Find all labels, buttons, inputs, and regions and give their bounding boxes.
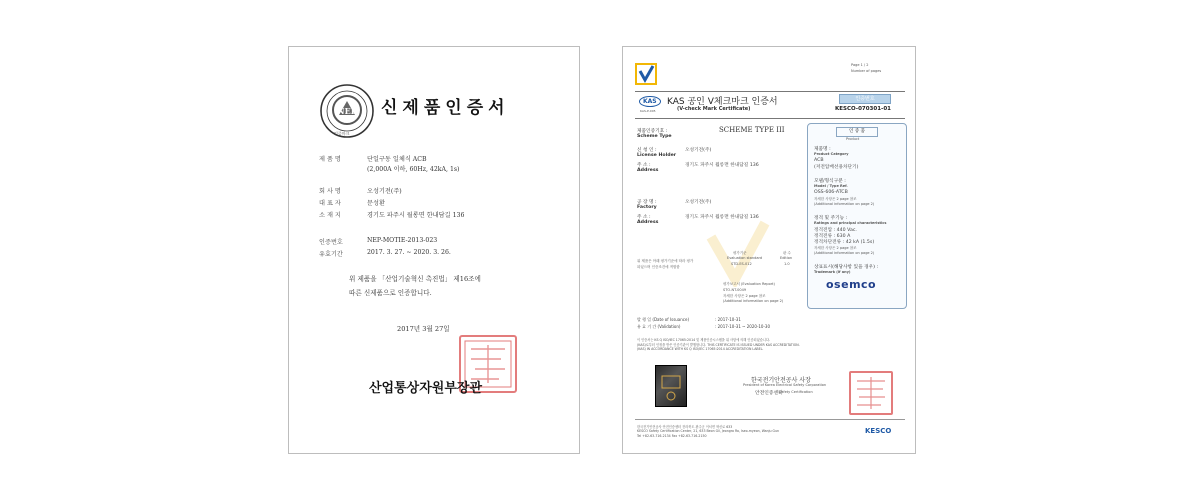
product-box-header-en: Product (846, 137, 860, 141)
factory-value: 오성기전(주) (685, 200, 712, 205)
model-label-en: Model / Type Ref. (814, 184, 848, 188)
ratings-note-en: (Additional information on page 2) (814, 251, 875, 255)
cert-number: KESCO-070301-01 (835, 106, 891, 112)
ratings-note: 자세한 사항은 2 page 참조 (814, 246, 857, 250)
standard-value: STD-ES-012 (731, 262, 752, 266)
cert-number-label: 인증번호 (319, 239, 343, 246)
company-label: 회 사 명 (319, 188, 341, 195)
footer-line1: 이 인증서는 KS Q ISO/IEC 17065:2014 및 제품인증시스템을 위 사항에 의해 인증되었습니다. (637, 338, 770, 342)
page-number: Page 1 / 2 (851, 63, 869, 67)
rating-breaking: 정격차단전류 : 42 kA (1.5s) (814, 240, 875, 245)
bottom-divider (635, 419, 905, 420)
kas-code: KAS-P-005 (640, 109, 656, 113)
validity-value: 2017. 3. 27. ~ 2020. 3. 26. (367, 249, 451, 256)
edition-value: 1.0 (784, 262, 790, 266)
rating-current: 정격전류 : 630 A (814, 234, 851, 239)
validity-value: : 2017-10-31 ~ 2020-10-30 (715, 324, 771, 329)
representative-value: 문성환 (367, 200, 385, 207)
factory-address-label-en: Address (637, 220, 659, 225)
cert-number-value: NEP-MOTIE-2013-023 (367, 237, 438, 244)
category-value: ACB (814, 158, 824, 163)
validity-label: 유효기간 (319, 251, 343, 258)
representative-label: 대 표 자 (319, 200, 341, 207)
holder-address-label-en: Address (637, 168, 659, 173)
report-value: STO-NT-0049 (723, 288, 747, 292)
standard-header-en: Evaluation standard (727, 256, 763, 260)
report-header: 평가보고서 (723, 282, 740, 286)
holder-address-value: 경기도 파주시 월롱면 한내담길 136 (685, 163, 759, 168)
category-label-en: Product Category (814, 152, 849, 156)
product-line2: (2,000A 이하, 60Hz, 42kA, 1s) (367, 166, 460, 173)
category-value-2: (저전압배선용차단기) (814, 165, 859, 170)
holder-address-label: 주 소 : (637, 163, 651, 168)
v-check-mark-certificate (622, 46, 916, 454)
trademark-label: 상표표시(해당사항 있을 경우) : (814, 265, 879, 270)
bottom-line2: KESCO Safety Certification Center, 21, 633 Beon Gil, Jeongro Ro, Iseo-myeon, Wanju Gun (637, 429, 780, 433)
edition-header: 판 수 (783, 251, 791, 255)
report-note-en: (Additional information on page 2) (723, 299, 784, 303)
cert-number-badge: 인증번호 (839, 94, 891, 104)
footer-line2: (KAS)로부터 인정을 받은 인증기관이 발행합니다. THIS CERTIFICATE IS ISSUED UNDER KAS ACCREDITATION. (637, 343, 800, 347)
model-note-en: (Additional information on page 2) (814, 202, 875, 206)
edition-header-en: Edition (780, 256, 793, 260)
scheme-value: SCHEME TYPE III (719, 126, 785, 134)
factory-label-en: Factory (637, 205, 657, 210)
trademark-label-en: Trademark (if any) (814, 270, 851, 274)
holder-value: 오성기전(주) (685, 148, 712, 153)
model-label: 모델/형식구분 : (814, 179, 846, 184)
holder-label: 신 청 인 : (637, 148, 657, 153)
category-label: 제품명 : (814, 147, 831, 152)
certificate-subtitle: (V-check Mark Certificate) (677, 106, 751, 112)
address-value: 경기도 파주시 월롱면 한내담길 136 (367, 212, 465, 219)
issuer-line2: President of Korea Electrical Safety Corporation (743, 383, 827, 387)
bottom-line3: Tel +82-63-716-2134 Fax +82-63-716-2150 (637, 434, 707, 438)
ratings-label: 정격 및 주기능 : (814, 216, 848, 221)
issue-date-value: : 2017-10-31 (715, 317, 741, 322)
model-note: 자세한 사항은 2 page 참조 (814, 197, 857, 201)
v-check-logo-icon (635, 63, 657, 85)
issuer-line3: 안전인증센터 (755, 391, 783, 396)
certificate-title: KAS 공인 V체크마크 인증서 (667, 97, 778, 107)
kas-logo: KAS (639, 96, 661, 107)
bottom-line1: 한국전기안전공사 안전인증센터 전라북도 완주군 이서면 혁신로 633 (637, 425, 733, 429)
issuer-name: 산업통상자원부장관 (369, 381, 483, 396)
footer-line3: (KAS) IN ACCORDANCE WITH KS Q ISO/IEC 17065:2014 ACCREDITATION LABEL. (637, 347, 764, 351)
product-box-header: 인 증 품 (836, 127, 878, 137)
rating-voltage: 정격전압 : 440 Vac. (814, 228, 857, 233)
scheme-label-en: Scheme Type (637, 134, 672, 139)
certification-statement-line2: 따른 신제품으로 인증합니다. (349, 289, 432, 297)
address-label: 소 재 지 (319, 212, 341, 219)
hologram-sticker-icon (655, 365, 687, 407)
factory-label: 공 장 명 : (637, 200, 657, 205)
product-label: 제 품 명 (319, 156, 341, 163)
kesco-logo: KESCO (865, 427, 892, 435)
scheme-label: 제품인증기호 : (637, 129, 668, 134)
model-value: OSS-606-ATCB (814, 190, 848, 195)
issue-date-label: 발 행 일 (Date of Issuance) (637, 317, 690, 322)
svg-text:NEP: NEP (337, 106, 357, 116)
product-info-box (807, 123, 907, 309)
report-header-en: (Evaluation Report) (741, 282, 775, 286)
company-value: 오성기전(주) (367, 188, 402, 195)
holder-label-en: License Holder (637, 153, 677, 158)
issuer-line1: 한국전기안전공사 사장 (751, 377, 811, 384)
factory-address-value: 경기도 파주시 월롱면 한내담길 136 (685, 215, 759, 220)
kesco-seal-icon (849, 371, 893, 415)
product-line1: 단일구동 일체식 ACB (367, 156, 427, 163)
certificate-title: 신제품인증서 (381, 98, 510, 118)
report-note: 자세한 사항은 2 page 참조 (723, 294, 766, 298)
standard-note-line1: 위 제품은 아래 평가기준에 따라 평가 (637, 259, 694, 263)
emblem-caption: 인증마크 (334, 131, 350, 136)
standard-note-line2: 되었으며 인증조건에 적합함 (637, 265, 680, 269)
factory-address-label: 주 소 : (637, 215, 651, 220)
validity-label: 유 효 기 간 (Validation) (637, 324, 681, 329)
ratings-label-en: Ratings and principal characteristics (814, 221, 887, 225)
certification-statement-line1: 위 제품을 「산업기술혁신 촉진법」 제16조에 (349, 275, 481, 283)
standard-header: 평가기준 (733, 251, 747, 255)
issuer-line4: Safety Certification (779, 390, 813, 394)
issue-date: 2017년 3월 27일 (397, 325, 450, 333)
trademark-logo: osemco (826, 278, 877, 291)
new-product-certificate (288, 46, 580, 454)
page-number-caption: Number of pages (851, 69, 882, 73)
